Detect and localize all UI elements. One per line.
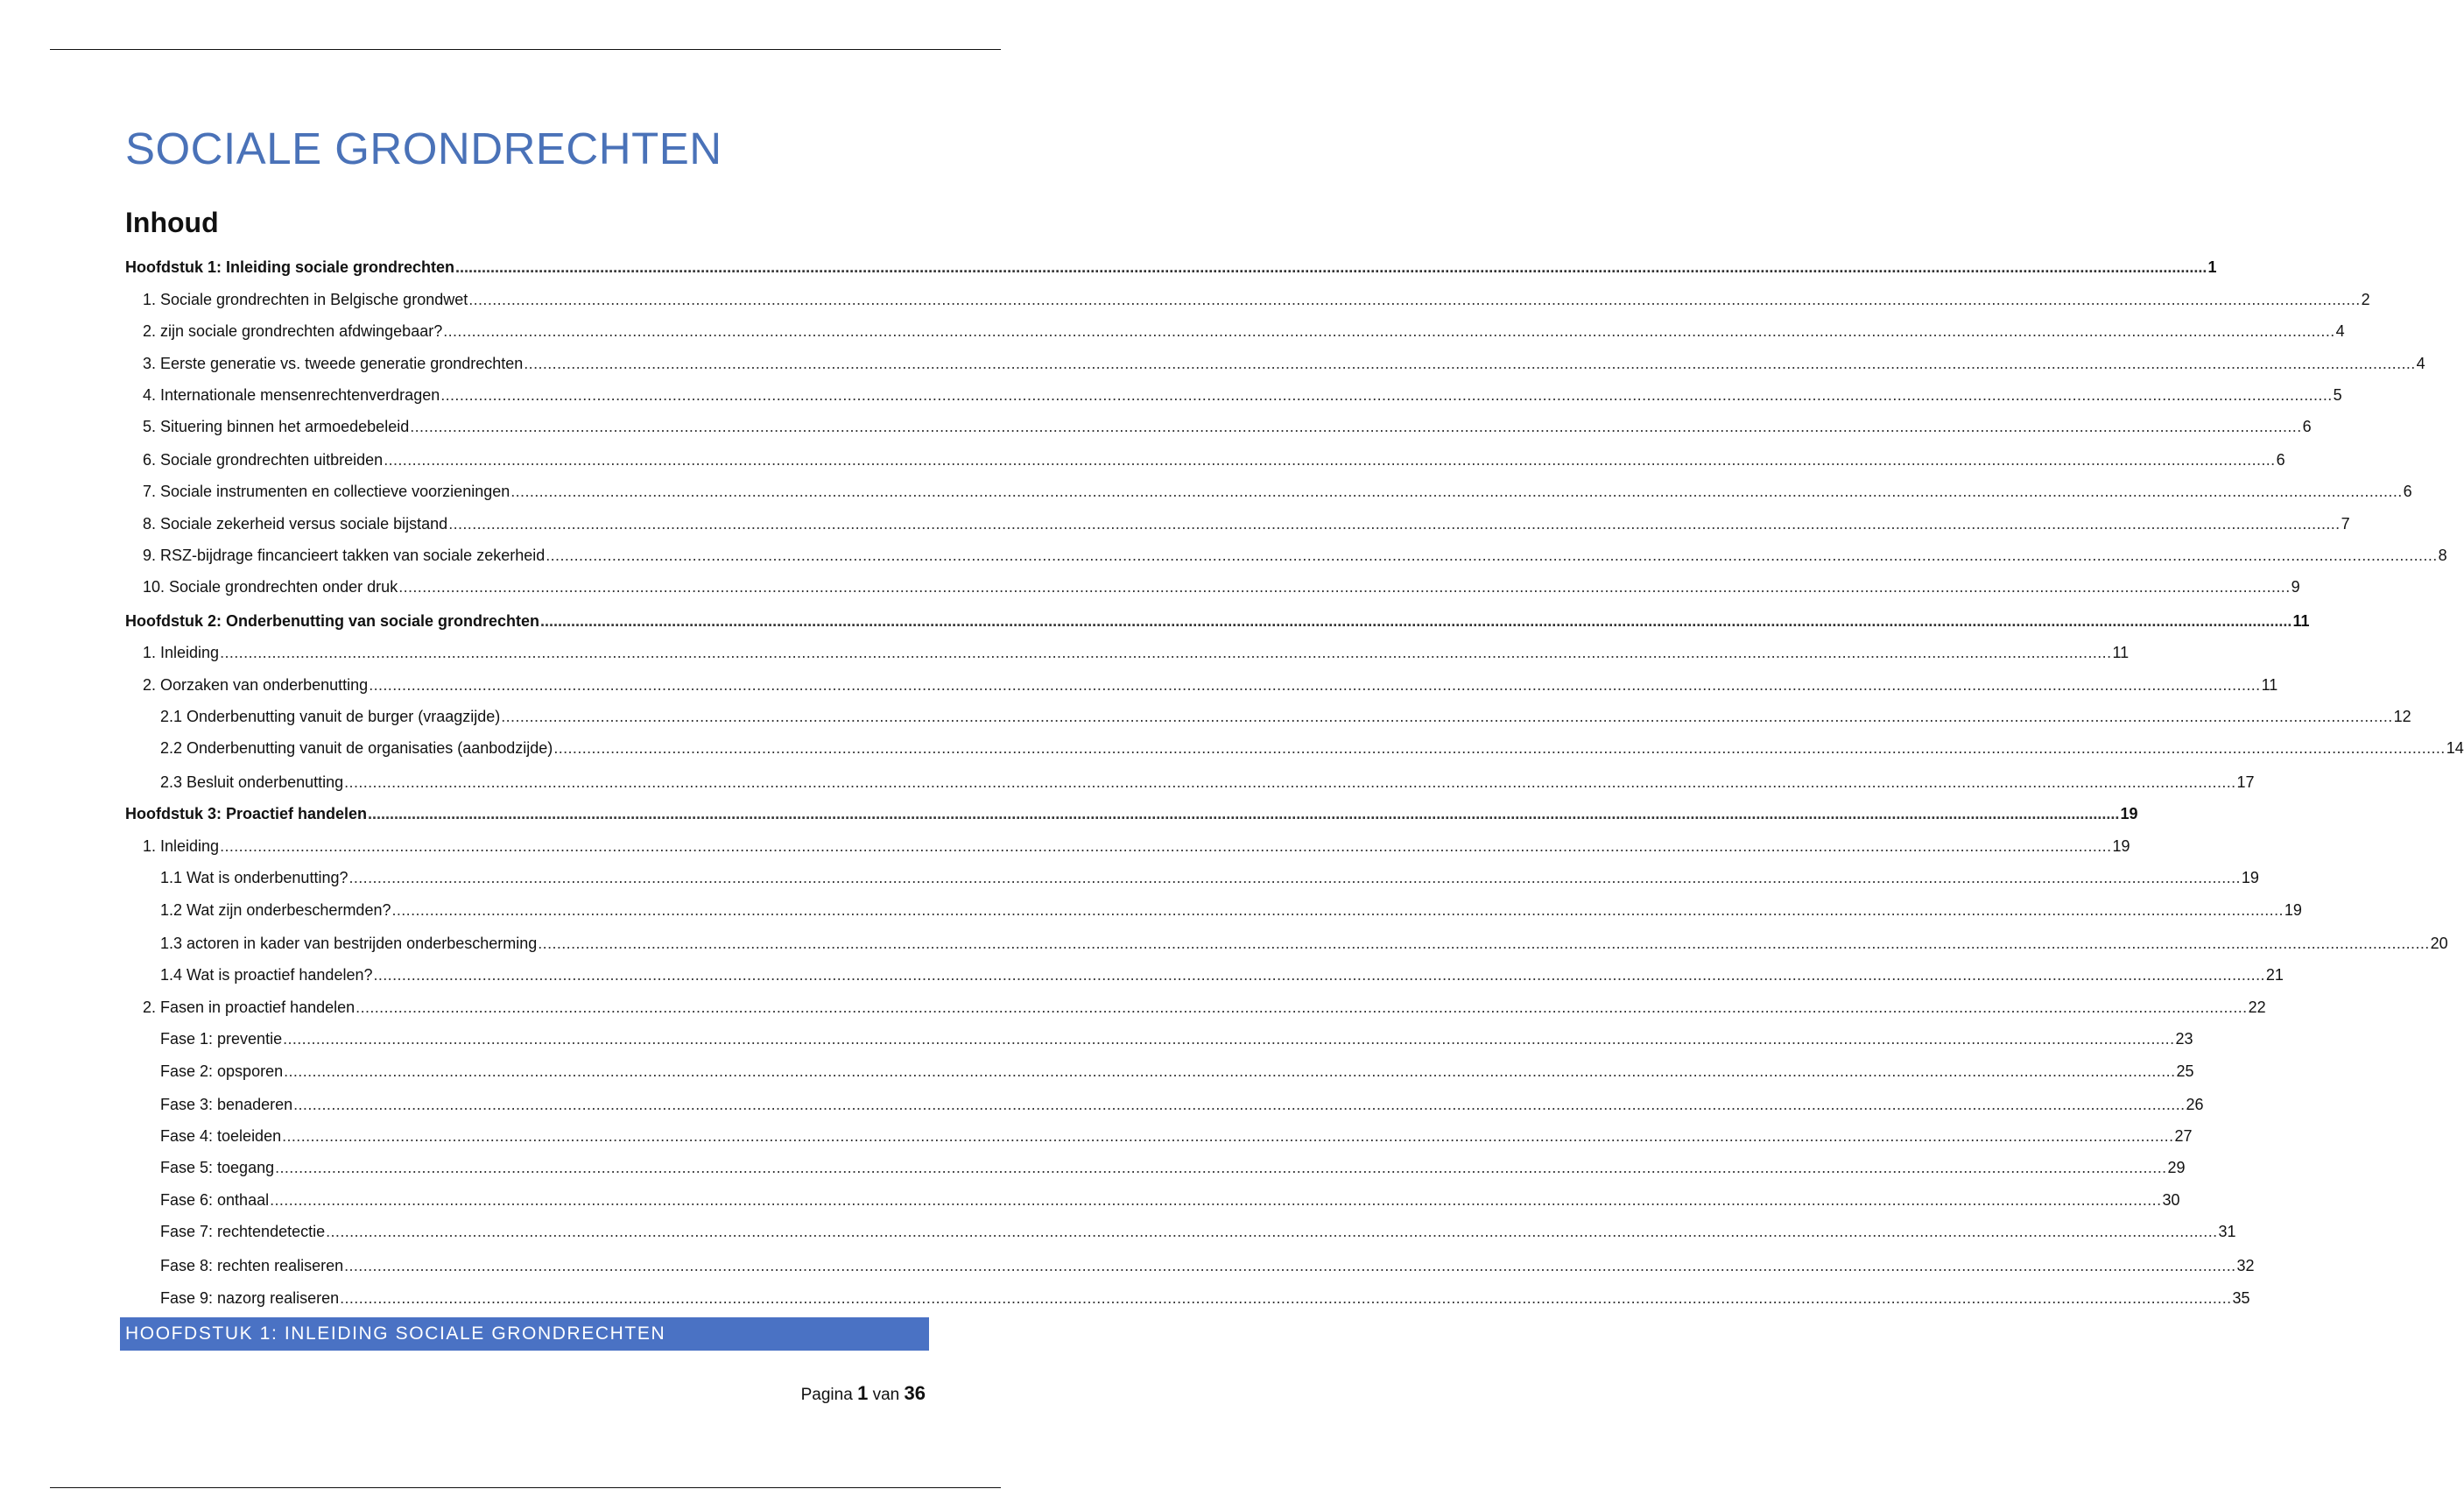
dot-leader: ................................................................................................................................................................................................................................................................................................................................................................................................................ — [348, 869, 2241, 886]
document-title: SOCIALE GRONDRECHTEN — [125, 123, 722, 173]
toc-entry-page: 19 — [2284, 901, 2302, 919]
toc-entry-label: Fase 2: opsporen — [160, 1062, 284, 1080]
toc-entry-label: Hoofdstuk 3: Proactief handelen — [125, 805, 368, 822]
toc-entry[interactable] — [143, 511, 2350, 533]
toc-entry-label: 6. Sociale grondrechten uitbreiden — [143, 451, 384, 469]
toc-entry[interactable] — [143, 350, 2425, 373]
toc-entry-page: 19 — [2112, 837, 2130, 855]
dot-leader: ................................................................................................................................................................................................................................................................................................................................................................................................................ — [455, 258, 2207, 276]
footer-page-word: Pagina — [800, 1386, 853, 1404]
toc-entry-label: 1. Inleiding — [143, 644, 220, 661]
dot-leader: ................................................................................................................................................................................................................................................................................................................................................................................................................ — [275, 1159, 2167, 1176]
toc-entry-label: 2. Fasen in proactief handelen — [143, 999, 356, 1016]
dot-leader: ................................................................................................................................................................................................................................................................................................................................................................................................................ — [501, 708, 2393, 725]
dot-leader: ................................................................................................................................................................................................................................................................................................................................................................................................................ — [546, 547, 2438, 564]
toc-entry[interactable] — [143, 478, 2412, 501]
toc-entry-label: Hoofdstuk 2: Onderbenutting van sociale grondrechten — [125, 612, 540, 630]
dot-leader: ................................................................................................................................................................................................................................................................................................................................................................................................................ — [468, 291, 2361, 308]
dot-leader: ................................................................................................................................................................................................................................................................................................................................................................................................................ — [368, 805, 2120, 822]
toc-entry-label: 2. Oorzaken van onderbenutting — [143, 676, 369, 694]
toc-entry[interactable] — [160, 1187, 2180, 1210]
toc-entry-label: Fase 4: toeleiden — [160, 1127, 282, 1145]
toc-entry[interactable] — [160, 1285, 2250, 1308]
dot-leader: ................................................................................................................................................................................................................................................................................................................................................................................................................ — [384, 451, 2276, 469]
page-footer — [801, 1382, 926, 1405]
footer-rule — [50, 1487, 1001, 1488]
toc-entry[interactable] — [143, 994, 2266, 1017]
toc-entry-page: 32 — [2236, 1257, 2255, 1274]
toc-entry-page: 7 — [2341, 515, 2350, 533]
toc-entry-label: 7. Sociale instrumenten en collectieve voorzieningen — [143, 483, 510, 500]
dot-leader: ................................................................................................................................................................................................................................................................................................................................................................................................................ — [448, 515, 2341, 533]
dot-leader: ................................................................................................................................................................................................................................................................................................................................................................................................................ — [398, 578, 2291, 596]
toc-entry[interactable] — [160, 864, 2259, 887]
toc-entry[interactable] — [160, 1154, 2186, 1177]
toc-entry-page: 29 — [2167, 1159, 2186, 1176]
toc-heading: Inhoud — [125, 207, 219, 238]
toc-entry-label: Fase 5: toegang — [160, 1159, 275, 1176]
toc-entry[interactable] — [143, 286, 2370, 309]
toc-entry[interactable] — [143, 382, 2342, 405]
toc-entry[interactable] — [160, 735, 2464, 758]
toc-entry-page: 30 — [2162, 1191, 2180, 1209]
dot-leader: ................................................................................................................................................................................................................................................................................................................................................................................................................ — [284, 1062, 2176, 1080]
section-banner — [120, 1317, 929, 1351]
toc-entry[interactable] — [143, 639, 2130, 662]
toc-entry[interactable] — [160, 897, 2302, 920]
toc-entry[interactable] — [125, 254, 2217, 277]
toc-entry-page: 4 — [2335, 322, 2345, 340]
toc-entry[interactable] — [160, 1058, 2194, 1081]
dot-leader: ................................................................................................................................................................................................................................................................................................................................................................................................................ — [373, 966, 2265, 984]
toc-entry[interactable] — [160, 1253, 2255, 1275]
toc-entry-page: 23 — [2175, 1030, 2193, 1048]
footer-total-pages: 36 — [904, 1382, 926, 1404]
footer-current-page: 1 — [857, 1382, 869, 1404]
toc-entry-label: Fase 9: nazorg realiseren — [160, 1289, 340, 1307]
toc-entry[interactable] — [143, 542, 2447, 565]
toc-entry[interactable] — [160, 1218, 2236, 1241]
toc-entry[interactable] — [143, 318, 2345, 341]
toc-entry-label: 1. Inleiding — [143, 837, 220, 855]
toc-entry-label: Fase 7: rechtendetectie — [160, 1223, 326, 1240]
dot-leader: ................................................................................................................................................................................................................................................................................................................................................................................................................ — [540, 612, 2292, 630]
toc-entry-page: 35 — [2232, 1289, 2250, 1307]
toc-entry-page: 5 — [2333, 386, 2342, 404]
toc-entry[interactable] — [160, 703, 2411, 726]
toc-entry-label: 1.3 actoren in kader van bestrijden onderbescherming — [160, 935, 538, 952]
toc-entry-page: 6 — [2276, 451, 2285, 469]
toc-entry[interactable] — [160, 1026, 2193, 1048]
toc-entry-page: 19 — [2120, 805, 2138, 822]
toc-entry-page: 2 — [2361, 291, 2370, 308]
toc-entry-label: Fase 3: benaderen — [160, 1096, 293, 1113]
dot-leader: ................................................................................................................................................................................................................................................................................................................................................................................................................ — [369, 676, 2261, 694]
dot-leader: ................................................................................................................................................................................................................................................................................................................................................................................................................ — [344, 773, 2236, 791]
toc-entry-label: 2.1 Onderbenutting vanuit de burger (vraagzijde) — [160, 708, 501, 725]
toc-entry-label: 2.2 Onderbenutting vanuit de organisaties (aanbodzijde) — [160, 739, 553, 757]
toc-entry-page: 27 — [2174, 1127, 2193, 1145]
toc-entry-page: 17 — [2236, 773, 2255, 791]
dot-leader: ................................................................................................................................................................................................................................................................................................................................................................................................................ — [270, 1191, 2162, 1209]
dot-leader: ................................................................................................................................................................................................................................................................................................................................................................................................................ — [410, 418, 2302, 435]
dot-leader: ................................................................................................................................................................................................................................................................................................................................................................................................................ — [344, 1257, 2236, 1274]
dot-leader: ................................................................................................................................................................................................................................................................................................................................................................................................................ — [443, 322, 2335, 340]
toc-entry-label: 8. Sociale zekerheid versus sociale bijstand — [143, 515, 448, 533]
toc-entry-label: Fase 8: rechten realiseren — [160, 1257, 344, 1274]
toc-entry[interactable] — [125, 608, 2310, 631]
toc-entry[interactable] — [143, 447, 2285, 469]
toc-entry[interactable] — [143, 574, 2300, 596]
toc-entry-label: Hoofdstuk 1: Inleiding sociale grondrechten — [125, 258, 455, 276]
toc-entry-page: 8 — [2438, 547, 2447, 564]
dot-leader: ................................................................................................................................................................................................................................................................................................................................................................................................................ — [326, 1223, 2218, 1240]
toc-entry-label: Fase 1: preventie — [160, 1030, 283, 1048]
toc-entry[interactable] — [160, 769, 2255, 792]
toc-entry-label: 9. RSZ-bijdrage fincancieert takken van sociale zekerheid — [143, 547, 546, 564]
toc-entry-page: 6 — [2403, 483, 2412, 500]
toc-entry-label: 4. Internationale mensenrechtenverdragen — [143, 386, 440, 404]
dot-leader: ................................................................................................................................................................................................................................................................................................................................................................................................................ — [538, 935, 2430, 952]
toc-entry-page: 11 — [2292, 612, 2310, 630]
toc-entry-page: 14 — [2446, 739, 2464, 757]
toc-entry-label: 1.1 Wat is onderbenutting? — [160, 869, 348, 886]
dot-leader: ................................................................................................................................................................................................................................................................................................................................................................................................................ — [440, 386, 2333, 404]
section-banner-title: HOOFDSTUK 1: INLEIDING SOCIALE GRONDRECHTEN — [125, 1323, 666, 1344]
toc-entry-label: 1. Sociale grondrechten in Belgische grondwet — [143, 291, 468, 308]
toc-entry[interactable] — [160, 1123, 2193, 1146]
toc-entry-page: 1 — [2207, 258, 2217, 276]
toc-entry-label: 1.4 Wat is proactief handelen? — [160, 966, 373, 984]
toc-entry[interactable] — [143, 413, 2312, 436]
toc-entry[interactable] — [143, 672, 2278, 695]
dot-leader: ................................................................................................................................................................................................................................................................................................................................................................................................................ — [391, 901, 2284, 919]
toc-entry-label: 5. Situering binnen het armoedebeleid — [143, 418, 410, 435]
toc-entry-page: 31 — [2218, 1223, 2236, 1240]
dot-leader: ................................................................................................................................................................................................................................................................................................................................................................................................................ — [283, 1030, 2175, 1048]
toc-entry-page: 20 — [2430, 935, 2448, 952]
toc-entry-page: 12 — [2393, 708, 2411, 725]
toc-entry-page: 22 — [2248, 999, 2266, 1016]
toc-entry-page: 19 — [2241, 869, 2259, 886]
toc-entry-page: 4 — [2416, 355, 2425, 372]
toc-entry-page: 26 — [2186, 1096, 2204, 1113]
dot-leader: ................................................................................................................................................................................................................................................................................................................................................................................................................ — [220, 644, 2112, 661]
toc-entry-label: 3. Eerste generatie vs. tweede generatie grondrechten — [143, 355, 524, 372]
dot-leader: ................................................................................................................................................................................................................................................................................................................................................................................................................ — [356, 999, 2248, 1016]
toc-entry-page: 6 — [2302, 418, 2312, 435]
toc-entry-page: 25 — [2176, 1062, 2194, 1080]
toc-entry-label: Fase 6: onthaal — [160, 1191, 270, 1209]
toc-entry[interactable] — [143, 833, 2130, 856]
dot-leader: ................................................................................................................................................................................................................................................................................................................................................................................................................ — [340, 1289, 2232, 1307]
toc-entry-page: 9 — [2291, 578, 2300, 596]
dot-leader: ................................................................................................................................................................................................................................................................................................................................................................................................................ — [510, 483, 2403, 500]
footer-of-word: van — [872, 1386, 900, 1404]
toc-entry-page: 11 — [2112, 644, 2130, 661]
dot-leader: ................................................................................................................................................................................................................................................................................................................................................................................................................ — [282, 1127, 2174, 1145]
dot-leader: ................................................................................................................................................................................................................................................................................................................................................................................................................ — [553, 739, 2446, 757]
dot-leader: ................................................................................................................................................................................................................................................................................................................................................................................................................ — [293, 1096, 2186, 1113]
toc-entry-label: 1.2 Wat zijn onderbeschermden? — [160, 901, 391, 919]
toc-entry-label: 2. zijn sociale grondrechten afdwingebaar? — [143, 322, 443, 340]
toc-entry[interactable] — [160, 962, 2284, 984]
toc-entry[interactable] — [160, 1091, 2204, 1114]
toc-entry-page: 21 — [2265, 966, 2284, 984]
dot-leader: ................................................................................................................................................................................................................................................................................................................................................................................................................ — [220, 837, 2112, 855]
dot-leader: ................................................................................................................................................................................................................................................................................................................................................................................................................ — [524, 355, 2416, 372]
toc-entry[interactable] — [125, 801, 2138, 823]
toc-entry-label: 2.3 Besluit onderbenutting — [160, 773, 344, 791]
toc-entry-page: 11 — [2261, 676, 2278, 694]
toc-entry[interactable] — [160, 930, 2448, 953]
toc-entry-label: 10. Sociale grondrechten onder druk — [143, 578, 398, 596]
